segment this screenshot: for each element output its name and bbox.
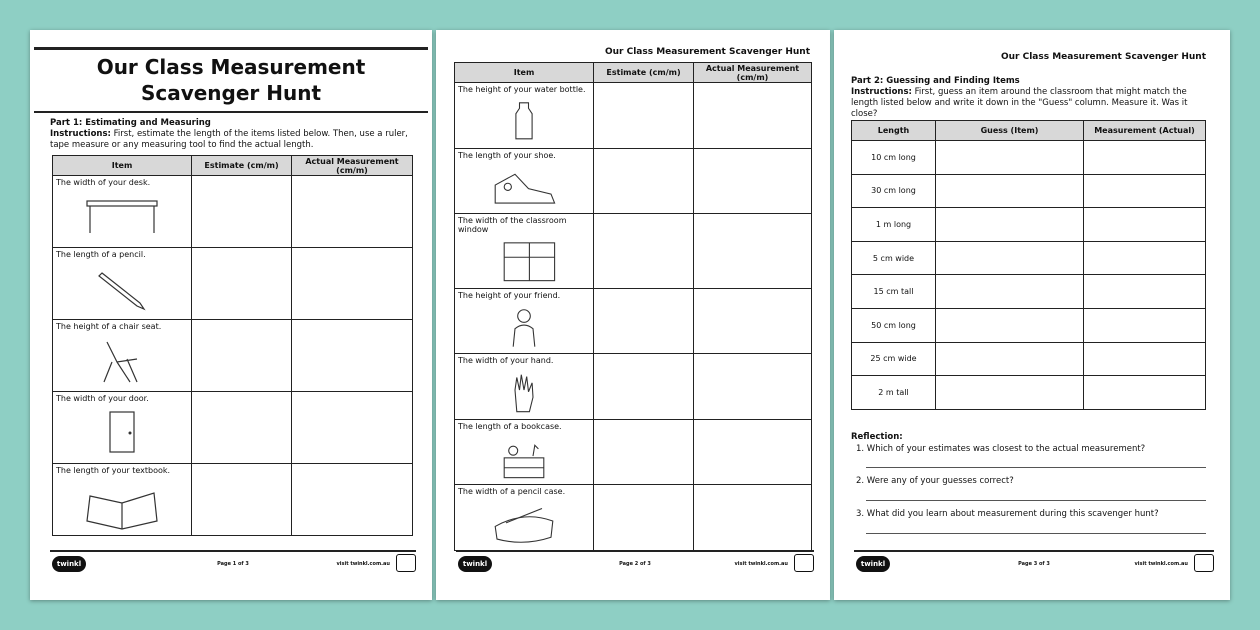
item-cell bbox=[455, 485, 594, 551]
item-label: The height of your friend. bbox=[458, 290, 561, 300]
actual-measurement-cell[interactable] bbox=[694, 148, 812, 214]
table-row bbox=[455, 83, 812, 149]
length-cell: 25 cm wide bbox=[852, 342, 936, 376]
table-row bbox=[852, 376, 1206, 410]
length-cell: 15 cm tall bbox=[852, 275, 936, 309]
worksheet-page-1 bbox=[30, 30, 432, 600]
actual-measurement-cell[interactable] bbox=[694, 354, 812, 420]
table-row bbox=[455, 148, 812, 214]
measurement-cell[interactable] bbox=[1084, 141, 1206, 175]
estimate-cell[interactable] bbox=[594, 214, 694, 289]
table-header bbox=[53, 156, 413, 176]
table-row bbox=[455, 419, 812, 485]
title-line-1: Our Class Measurement bbox=[96, 55, 366, 79]
bookcase-icon bbox=[488, 435, 560, 483]
estimate-cell[interactable] bbox=[192, 320, 292, 392]
length-cell: 2 m tall bbox=[852, 376, 936, 410]
guess-cell[interactable] bbox=[936, 174, 1084, 208]
column-header: Item bbox=[455, 63, 594, 83]
estimate-cell[interactable] bbox=[594, 148, 694, 214]
hand-icon bbox=[488, 369, 560, 417]
measurement-cell[interactable] bbox=[1084, 376, 1206, 410]
footer-url: visit twinkl.com.au bbox=[336, 561, 390, 567]
running-title: Our Class Measurement Scavenger Hunt bbox=[1000, 52, 1206, 62]
instructions-label: Instructions: bbox=[851, 87, 912, 97]
pencil-icon bbox=[82, 263, 162, 317]
column-header: Item bbox=[53, 156, 192, 176]
table-row bbox=[455, 354, 812, 420]
title-rule bbox=[34, 111, 428, 113]
footer bbox=[456, 550, 814, 570]
pencil-case-icon bbox=[488, 500, 560, 548]
friend-icon bbox=[488, 304, 560, 352]
table-row bbox=[852, 308, 1206, 342]
item-cell bbox=[53, 392, 192, 464]
item-cell bbox=[53, 248, 192, 320]
estimate-cell[interactable] bbox=[594, 485, 694, 551]
item-label: The length of your shoe. bbox=[458, 150, 556, 160]
badge-icon bbox=[396, 554, 416, 572]
running-title: Our Class Measurement Scavenger Hunt bbox=[604, 47, 810, 57]
actual-measurement-cell[interactable] bbox=[694, 485, 812, 551]
chair-icon bbox=[82, 335, 162, 389]
door-icon bbox=[82, 407, 162, 461]
table-row bbox=[455, 485, 812, 551]
actual-measurement-cell[interactable] bbox=[292, 248, 413, 320]
length-cell: 50 cm long bbox=[852, 308, 936, 342]
length-cell: 10 cm long bbox=[852, 141, 936, 175]
badge-icon bbox=[1194, 554, 1214, 572]
estimate-cell[interactable] bbox=[594, 354, 694, 420]
answer-line-1[interactable] bbox=[866, 467, 1206, 468]
reflection-question-2: 2. Were any of your guesses correct? bbox=[856, 476, 1014, 486]
answer-line-3[interactable] bbox=[866, 533, 1206, 534]
worksheet-page-2 bbox=[436, 30, 830, 600]
measurement-cell[interactable] bbox=[1084, 174, 1206, 208]
reflection-question-1: 1. Which of your estimates was closest to the actual measurement? bbox=[856, 444, 1146, 454]
window-icon bbox=[488, 238, 560, 286]
actual-measurement-cell[interactable] bbox=[292, 392, 413, 464]
table-row bbox=[455, 288, 812, 354]
instructions-label: Instructions: bbox=[50, 129, 111, 139]
item-cell bbox=[455, 354, 594, 420]
guess-cell[interactable] bbox=[936, 342, 1084, 376]
item-cell bbox=[455, 214, 594, 289]
column-header: Length bbox=[852, 121, 936, 141]
measurement-cell[interactable] bbox=[1084, 241, 1206, 275]
measurement-table-2 bbox=[454, 62, 812, 551]
length-cell: 5 cm wide bbox=[852, 241, 936, 275]
table-row bbox=[53, 464, 413, 536]
estimate-cell[interactable] bbox=[192, 392, 292, 464]
measurement-cell[interactable] bbox=[1084, 308, 1206, 342]
guess-cell[interactable] bbox=[936, 275, 1084, 309]
estimate-cell[interactable] bbox=[594, 419, 694, 485]
column-header: Measurement (Actual) bbox=[1084, 121, 1206, 141]
estimate-cell[interactable] bbox=[594, 288, 694, 354]
guess-cell[interactable] bbox=[936, 376, 1084, 410]
estimate-cell[interactable] bbox=[594, 83, 694, 149]
item-label: The height of a chair seat. bbox=[56, 322, 162, 331]
measurement-cell[interactable] bbox=[1084, 208, 1206, 242]
guess-cell[interactable] bbox=[936, 308, 1084, 342]
table-row bbox=[852, 241, 1206, 275]
item-cell bbox=[53, 464, 192, 536]
part1-text bbox=[50, 118, 420, 151]
actual-measurement-cell[interactable] bbox=[292, 320, 413, 392]
twinkl-logo: twinkl bbox=[52, 556, 86, 572]
table-row bbox=[852, 174, 1206, 208]
length-cell: 1 m long bbox=[852, 208, 936, 242]
instructions: First, estimate the length of the items listed below. Then, use a ruler, tape measure or any measuring tool to find the actual length. bbox=[50, 129, 408, 150]
column-header: Estimate (cm/m) bbox=[192, 156, 292, 176]
measurement-cell[interactable] bbox=[1084, 275, 1206, 309]
instructions: First, guess an item around the classroom that might match the length listed below and write it down in the "Guess" column. Measure it. Was it close? bbox=[851, 87, 1188, 119]
book-icon bbox=[82, 479, 162, 533]
guessing-table bbox=[851, 120, 1206, 410]
estimate-cell[interactable] bbox=[192, 248, 292, 320]
worksheet-page-3 bbox=[834, 30, 1230, 600]
measurement-cell[interactable] bbox=[1084, 342, 1206, 376]
item-cell bbox=[455, 419, 594, 485]
footer-url: visit twinkl.com.au bbox=[1134, 561, 1188, 567]
page-number: Page 3 of 3 bbox=[1018, 561, 1050, 567]
item-label: The length of a pencil. bbox=[56, 250, 146, 259]
shoe-icon bbox=[488, 164, 560, 212]
item-cell bbox=[455, 148, 594, 214]
title-line-2: Scavenger Hunt bbox=[140, 81, 322, 105]
item-cell bbox=[455, 288, 594, 354]
guess-cell[interactable] bbox=[936, 241, 1084, 275]
estimate-cell[interactable] bbox=[192, 176, 292, 248]
reflection-heading: Reflection: bbox=[851, 432, 903, 442]
page-number: Page 2 of 3 bbox=[619, 561, 651, 567]
table-header bbox=[852, 121, 1206, 141]
column-header: Actual Measurement (cm/m) bbox=[292, 156, 413, 176]
item-cell bbox=[455, 83, 594, 149]
table-row bbox=[53, 320, 413, 392]
actual-measurement-cell[interactable] bbox=[694, 288, 812, 354]
item-label: The width of your desk. bbox=[56, 178, 151, 187]
footer bbox=[854, 550, 1214, 570]
actual-measurement-cell[interactable] bbox=[694, 214, 812, 289]
guess-cell[interactable] bbox=[936, 208, 1084, 242]
item-cell bbox=[53, 320, 192, 392]
answer-line-2[interactable] bbox=[866, 500, 1206, 501]
table-row bbox=[852, 275, 1206, 309]
item-label: The height of your water bottle. bbox=[458, 85, 586, 94]
item-label: The width of the classroom window bbox=[458, 216, 567, 234]
part1-heading: Part 1: Estimating and Measuring bbox=[50, 118, 211, 128]
table-row bbox=[852, 208, 1206, 242]
page-title bbox=[30, 54, 432, 106]
desk-icon bbox=[82, 191, 162, 245]
item-label: The length of your textbook. bbox=[56, 466, 171, 475]
estimate-cell[interactable] bbox=[192, 464, 292, 536]
actual-measurement-cell[interactable] bbox=[292, 464, 413, 536]
table-row bbox=[53, 392, 413, 464]
table-row bbox=[53, 248, 413, 320]
table-row bbox=[455, 214, 812, 289]
column-header: Actual Measurement (cm/m) bbox=[694, 63, 812, 83]
actual-measurement-cell[interactable] bbox=[694, 83, 812, 149]
page-number: Page 1 of 3 bbox=[217, 561, 249, 567]
table-row bbox=[852, 342, 1206, 376]
bottle-icon bbox=[488, 98, 560, 146]
item-label: The length of a bookcase. bbox=[458, 421, 562, 431]
part2-text bbox=[851, 76, 1211, 120]
part2-heading: Part 2: Guessing and Finding Items bbox=[851, 76, 1020, 86]
top-rule bbox=[34, 47, 428, 50]
table-row bbox=[852, 141, 1206, 175]
actual-measurement-cell[interactable] bbox=[292, 176, 413, 248]
badge-icon bbox=[794, 554, 814, 572]
guess-cell[interactable] bbox=[936, 141, 1084, 175]
column-header: Estimate (cm/m) bbox=[594, 63, 694, 83]
item-cell bbox=[53, 176, 192, 248]
reflection-question-3: 3. What did you learn about measurement during this scavenger hunt? bbox=[856, 509, 1159, 519]
length-cell: 30 cm long bbox=[852, 174, 936, 208]
item-label: The width of your hand. bbox=[458, 356, 554, 365]
item-label: The width of your door. bbox=[56, 394, 149, 403]
twinkl-logo: twinkl bbox=[856, 556, 890, 572]
twinkl-logo: twinkl bbox=[458, 556, 492, 572]
actual-measurement-cell[interactable] bbox=[694, 419, 812, 485]
item-label: The width of a pencil case. bbox=[458, 487, 566, 496]
measurement-table-1 bbox=[52, 155, 413, 536]
footer bbox=[50, 550, 416, 570]
footer-url: visit twinkl.com.au bbox=[734, 561, 788, 567]
table-header bbox=[455, 63, 812, 83]
column-header: Guess (Item) bbox=[936, 121, 1084, 141]
table-row bbox=[53, 176, 413, 248]
